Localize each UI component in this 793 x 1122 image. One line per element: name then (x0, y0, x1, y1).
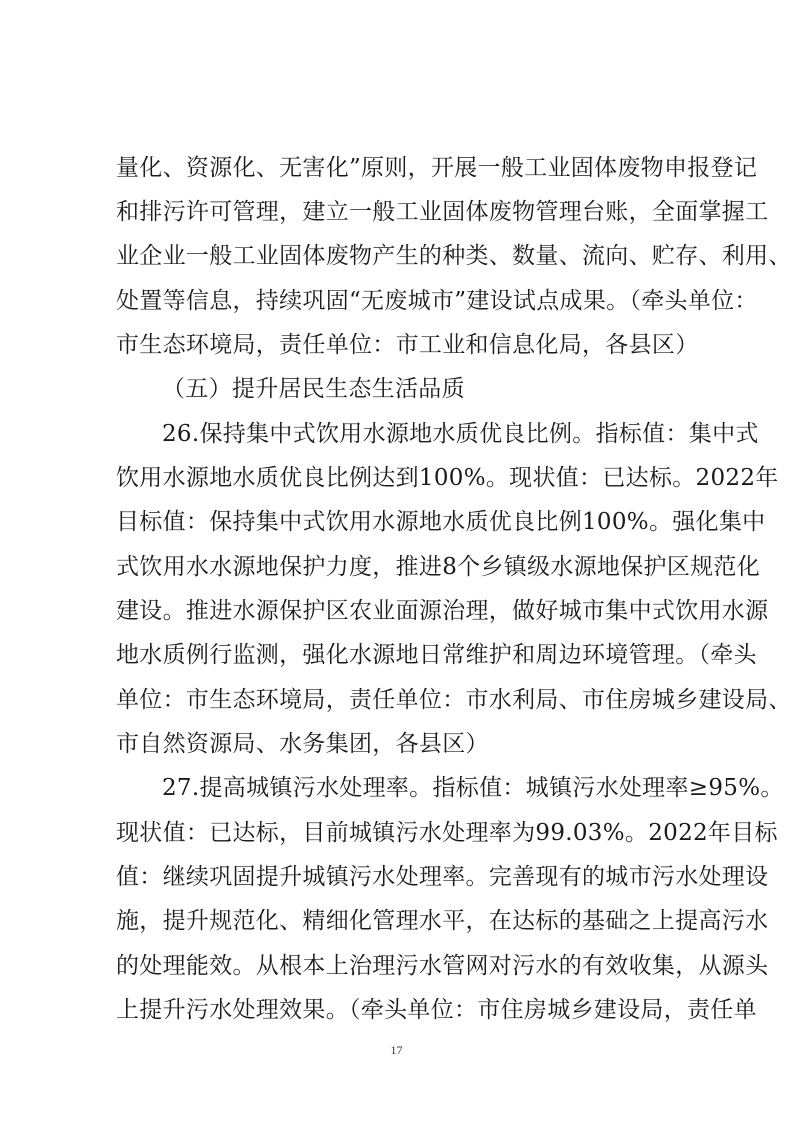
text-line: 市自然资源局、水务集团，各县区） (116, 731, 489, 757)
text-line: 市生态环境局，责任单位：市工业和信息化局，各县区） (116, 332, 699, 358)
text-line: 饮用水源地水质优良比例达到100%。现状值：已达标。2022年 (116, 465, 779, 491)
paragraph-first-line: 26.保持集中式饮用水源地水质优良比例。指标值：集中式 (162, 421, 759, 447)
text-line: 业企业一般工业固体废物产生的种类、数量、流向、贮存、利用、 (116, 243, 792, 269)
text-line: 建设。推进水源保护区农业面源治理，做好城市集中式饮用水源 (116, 598, 769, 624)
text-line: 地水质例行监测，强化水源地日常维护和周边环境管理。（牵头 (116, 642, 757, 668)
text-line: 单位：市生态环境局，责任单位：市水利局、市住房城乡建设局、 (116, 687, 792, 713)
text-line: 值：继续巩固提升城镇污水处理率。完善现有的城市污水处理设 (116, 864, 769, 890)
text-line: 目标值：保持集中式饮用水源地水质优良比例100%。强化集中 (116, 509, 766, 535)
paragraph-first-line: 27.提高城镇污水处理率。指标值：城镇污水处理率≥95%。 (162, 775, 784, 801)
text-line: 施，提升规范化、精细化管理水平，在达标的基础之上提高污水 (116, 908, 769, 934)
text-line: 的处理能效。从根本上治理污水管网对污水的有效收集，从源头 (116, 953, 769, 979)
section-heading: （五）提升居民生态生活品质 (162, 376, 465, 402)
text-line: 式饮用水水源地保护力度，推进8个乡镇级水源地保护区规范化 (116, 554, 761, 580)
text-line: 现状值：已达标，目前城镇污水处理率为99.03%。2022年目标 (116, 820, 778, 846)
page-number: 17 (390, 1043, 403, 1057)
text-line: 上提升污水处理效果。（牵头单位：市住房城乡建设局，责任单 (116, 997, 757, 1023)
text-line: 和排污许可管理，建立一般工业固体废物管理台账，全面掌握工 (116, 199, 769, 225)
text-line: 量化、资源化、无害化”原则，开展一般工业固体废物申报登记 (116, 155, 758, 181)
text-line: 处置等信息，持续巩固“无废城市”建设试点成果。（牵头单位： (116, 288, 758, 314)
